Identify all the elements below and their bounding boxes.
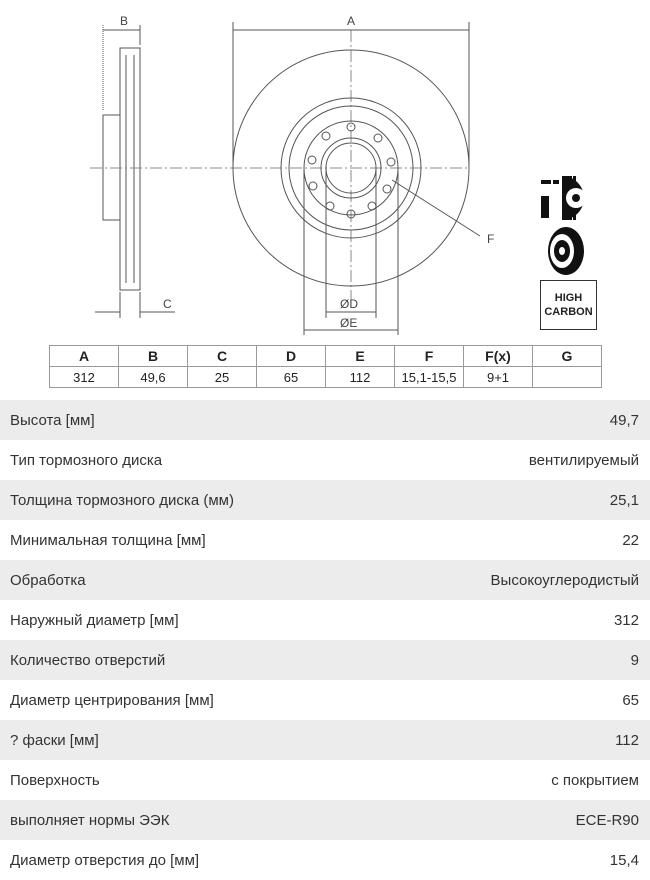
dim-header-fx: F(x) (464, 346, 533, 367)
spec-row (0, 440, 650, 480)
disc-side-view (103, 48, 140, 290)
spec-row (0, 680, 650, 720)
spec-value: 65 (622, 691, 639, 709)
high-carbon-badge (540, 280, 597, 330)
spec-label: выполняет нормы ЭЭК (10, 811, 170, 829)
spec-value: 25,1 (609, 491, 639, 509)
vented-disc-icon (541, 176, 586, 220)
label-d: ØD (340, 297, 358, 311)
dim-value-fx: 9+1 (464, 367, 533, 388)
dim-header-g: G (533, 346, 602, 367)
spec-label: ? фаски [мм] (10, 731, 99, 749)
spec-row (0, 480, 650, 520)
spec-row (0, 800, 650, 840)
dimensions-header-row (50, 346, 602, 367)
dim-header-e: E (326, 346, 395, 367)
spec-row (0, 400, 650, 440)
label-f: F (487, 232, 495, 246)
label-c: C (163, 297, 172, 311)
spec-value: 9 (630, 651, 639, 669)
dim-value-e: 112 (326, 367, 395, 388)
dim-value-c: 25 (188, 367, 257, 388)
specs-table (0, 400, 650, 880)
coated-disc-icon (548, 227, 584, 275)
spec-value: вентилируемый (528, 451, 639, 469)
spec-label: Толщина тормозного диска (мм) (10, 491, 234, 509)
spec-row (0, 640, 650, 680)
spec-row (0, 760, 650, 800)
dim-header-c: C (188, 346, 257, 367)
spec-label: Наружный диаметр [мм] (10, 611, 179, 629)
dim-value-f: 15,1-15,5 (395, 367, 464, 388)
spec-value: ECE-R90 (575, 811, 639, 829)
dim-header-d: D (257, 346, 326, 367)
spec-label: Количество отверстий (10, 651, 166, 669)
spec-label: Высота [мм] (10, 411, 95, 429)
dimensions-table (49, 345, 602, 388)
spec-value: 312 (613, 611, 639, 629)
spec-label: Диаметр отверстия до [мм] (10, 851, 200, 869)
spec-label: Минимальная толщина [мм] (10, 531, 206, 549)
dim-header-b: B (119, 346, 188, 367)
spec-value: с покрытием (551, 771, 639, 789)
spec-value: Высокоуглеродистый (490, 571, 639, 589)
spec-label: Диаметр центрирования [мм] (10, 691, 214, 709)
dim-value-d: 65 (257, 367, 326, 388)
spec-row (0, 600, 650, 640)
dim-header-f: F (395, 346, 464, 367)
spec-value: 15,4 (609, 851, 639, 869)
spec-label: Тип тормозного диска (10, 451, 163, 469)
label-e: ØE (340, 316, 358, 330)
spec-label: Поверхность (10, 771, 100, 789)
badge-line-1: HIGH (554, 292, 583, 304)
dimensions-value-row (50, 367, 602, 388)
spec-row (0, 840, 650, 880)
spec-row (0, 560, 650, 600)
dim-value-b: 49,6 (119, 367, 188, 388)
spec-row (0, 720, 650, 760)
spec-row (0, 520, 650, 560)
spec-value: 49,7 (609, 411, 639, 429)
label-a: A (347, 14, 356, 28)
label-b: B (120, 14, 129, 28)
dim-header-a: A (50, 346, 119, 367)
dim-value-g (533, 367, 602, 388)
technical-drawing (0, 0, 650, 400)
spec-label: Обработка (10, 571, 86, 589)
dim-value-a: 312 (50, 367, 119, 388)
spec-value: 22 (622, 531, 639, 549)
spec-value: 112 (615, 731, 639, 749)
badge-line-2: CARBON (544, 306, 593, 318)
